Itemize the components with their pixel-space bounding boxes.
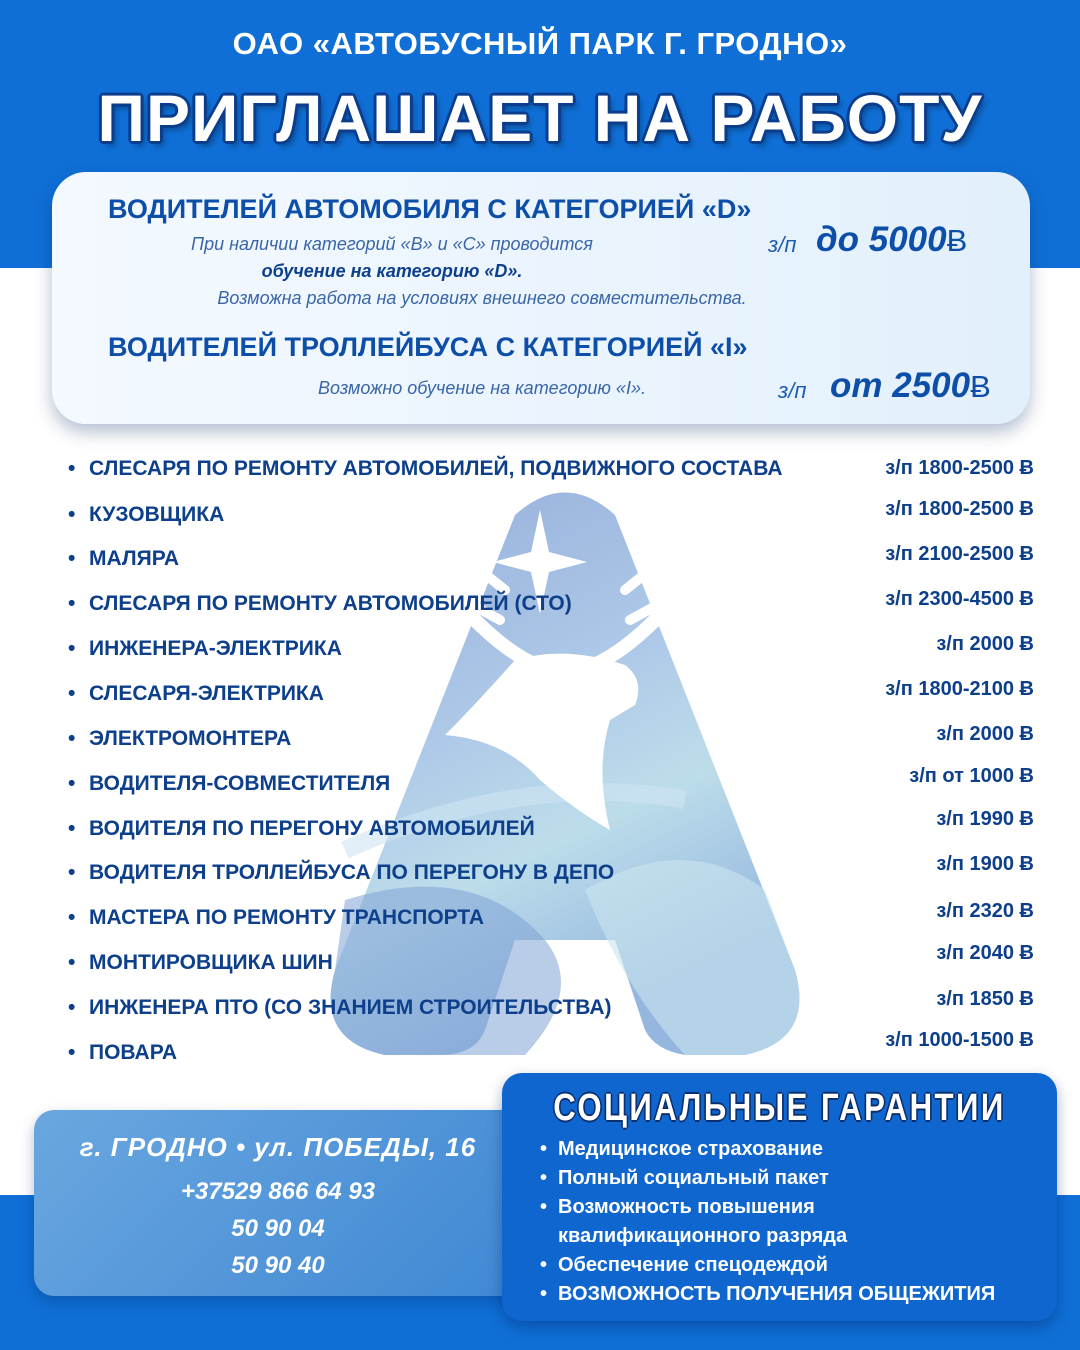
job-item: • МАСТЕРА ПО РЕМОНТУ ТРАНСПОРТА: [68, 906, 485, 929]
job-salary: з/п 1990 Ƀ: [936, 808, 1034, 830]
bus-driver-note-1: При наличии категорий «В» и «С» проводится: [191, 234, 593, 254]
job-salary: з/п 2100-2500 Ƀ: [885, 543, 1034, 565]
bus-driver-title: ВОДИТЕЛЕЙ АВТОМОБИЛЯ С КАТЕГОРИЕЙ «D»: [108, 194, 752, 224]
phone-landline-1[interactable]: 50 90 04: [231, 1215, 325, 1242]
job-item: • МАЛЯРА: [68, 547, 180, 570]
organization-name: ОАО «АВТОБУСНЫЙ ПАРК Г. ГРОДНО»: [232, 26, 848, 61]
job-salary: з/п 1800-2100 Ƀ: [885, 678, 1034, 700]
address: г. ГРОДНО • ул. ПОБЕДЫ, 16: [79, 1132, 477, 1162]
trolley-driver-title: ВОДИТЕЛЕЙ ТРОЛЛЕЙБУСА С КАТЕГОРИЕЙ «I»: [108, 332, 748, 362]
job-salary: з/п 2000 Ƀ: [936, 633, 1034, 655]
bus-driver-note-2: обучение на категорию «D».: [261, 261, 523, 281]
job-item: • ИНЖЕНЕРА-ЭЛЕКТРИКА: [68, 637, 342, 660]
job-salary: з/п 2040 Ƀ: [936, 942, 1034, 964]
job-salary: з/п 1900 Ƀ: [936, 853, 1034, 875]
job-item: • ЭЛЕКТРОМОНТЕРА: [68, 727, 292, 750]
featured-vacancies-card: [52, 172, 1030, 424]
job-item: • ВОДИТЕЛЯ-СОВМЕСТИТЕЛЯ: [68, 772, 391, 795]
trolley-driver-salary-label: з/п: [778, 378, 807, 403]
social-item: • Медицинское страхование: [540, 1138, 823, 1160]
job-salary: з/п 2320 Ƀ: [936, 900, 1034, 922]
job-item: • ВОДИТЕЛЯ ПО ПЕРЕГОНУ АВТОМОБИЛЕЙ: [68, 817, 535, 840]
job-item: • СЛЕСАРЯ-ЭЛЕКТРИКА: [68, 682, 324, 705]
job-item: • ИНЖЕНЕРА ПТО (СО ЗНАНИЕМ СТРОИТЕЛЬСТВА): [68, 996, 612, 1019]
job-item: • ПОВАРА: [68, 1041, 178, 1064]
social-item: • Возможность повышения: [540, 1196, 815, 1218]
job-salary: з/п 1800-2500 Ƀ: [885, 457, 1034, 479]
job-salary: з/п 1850 Ƀ: [936, 988, 1034, 1010]
phone-mobile[interactable]: +37529 866 64 93: [180, 1178, 376, 1205]
contact-card: [34, 1110, 522, 1296]
job-salary: з/п 2000 Ƀ: [936, 723, 1034, 745]
job-item: • ВОДИТЕЛЯ ТРОЛЛЕЙБУСА ПО ПЕРЕГОНУ В ДЕПО: [68, 861, 615, 884]
job-salary: з/п от 1000 Ƀ: [909, 765, 1034, 787]
currency-icon: Ƀ: [946, 223, 968, 258]
job-salary: з/п 2300-4500 Ƀ: [885, 588, 1034, 610]
page-title: ПРИГЛАШАЕТ НА РАБОТУ: [97, 81, 983, 155]
social-item: • Обеспечение спецодеждой: [540, 1254, 828, 1276]
bus-driver-salary: до 5000Ƀ: [816, 220, 968, 259]
job-salary: з/п 1000-1500 Ƀ: [885, 1029, 1034, 1051]
bus-driver-salary-label: з/п: [768, 232, 797, 257]
trolley-driver-salary: от 2500Ƀ: [830, 366, 991, 405]
currency-icon: Ƀ: [970, 369, 991, 404]
job-item: • КУЗОВЩИКА: [68, 503, 225, 526]
social-guarantees-title: СОЦИАЛЬНЫЕ ГАРАНТИИ: [553, 1087, 1006, 1129]
job-salary: з/п 1800-2500 Ƀ: [885, 498, 1034, 520]
social-item: • ВОЗМОЖНОСТЬ ПОЛУЧЕНИЯ ОБЩЕЖИТИЯ: [540, 1283, 996, 1305]
social-guarantees-card: [502, 1073, 1057, 1321]
bus-driver-note-3: Возможна работа на условиях внешнего совместительства.: [217, 288, 747, 308]
job-item: • МОНТИРОВЩИКА ШИН: [68, 951, 333, 974]
social-item-continuation: квалификационного разряда: [558, 1225, 848, 1247]
job-item: • СЛЕСАРЯ ПО РЕМОНТУ АВТОМОБИЛЕЙ (СТО): [68, 592, 572, 615]
social-item: • Полный социальный пакет: [540, 1167, 829, 1189]
deer-letter-a-logo-icon: [325, 470, 805, 1060]
job-item: • СЛЕСАРЯ ПО РЕМОНТУ АВТОМОБИЛЕЙ, ПОДВИЖНОГО СОСТАВА: [68, 457, 783, 480]
trolley-driver-note: Возможно обучение на категорию «I».: [318, 378, 646, 398]
phone-landline-2[interactable]: 50 90 40: [231, 1252, 325, 1279]
